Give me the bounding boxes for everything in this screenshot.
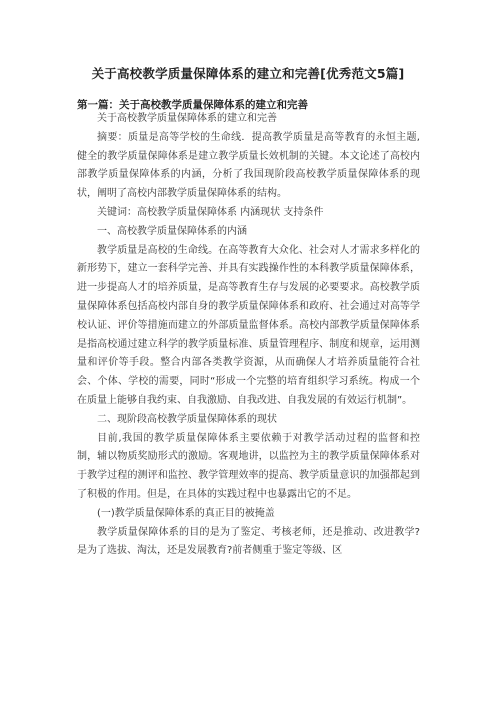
document-body (77, 110, 420, 561)
subtitle-paragraph: 关于高校教学质量保障体系的建立和完善 (97, 113, 277, 124)
heading-1: 一、高校教学质量保障体系的内涵 (97, 225, 247, 237)
document-title: 关于高校教学质量保障体系的建立和完善[优秀范文5篇] (91, 66, 405, 81)
abstract-paragraph: 摘要：质量是高等学校的生命线．提高教学质量是高等教育的永恒主题,健全的教学质量保障体系是建立教学质量长效机制的关键。本文论述了高校内部教学质量保障体系的内涵，分析了我国现阶段高校教学质量保障体系的现状，阐明了高校内部教学质量保障体系的结构。 (77, 131, 420, 200)
body-paragraph: 教学质量保障体系的目的是为了鉴定、考核老师，还是推动、改进教学?是为了选拔、淘汰，还是发展教育?前者侧重于鉴定等级、区 (77, 526, 420, 557)
body-paragraph: 目前,我国的教学质量保障体系主要依赖于对教学活动过程的监督和控制，辅以物质奖励形式的激励。客观地讲，以监控为主的教学质量保障体系对于教学过程的测评和监控、教学管理效率的提高、教学质量意识的加强都起到了积极的作用。但是，在具体的实践过程中也暴露出它的不足。 (77, 432, 420, 500)
section-title: 第一篇：关于高校教学质量保障体系的建立和完善 (77, 99, 308, 111)
keywords-paragraph: 关键词：高校教学质量保障体系 内涵现状 支持条件 (97, 206, 324, 218)
heading-2: 二、现阶段高校教学质量保障体系的现状 (97, 413, 277, 425)
subheading-1: (一)教学质量保障体系的真正目的被掩盖 (97, 507, 275, 519)
body-paragraph: 教学质量是高校的生命线。在高等教育大众化、社会对人才需求多样化的新形势下，建立一套科学完善、并具有实践操作性的本科教学质量保障体系，进一步提高人才的培养质量，是高等教育生存与发展的必要要求。高校教学质量保障体系包括高校内部自身的教学质量保障体系和政府、社会通过对高等学校认证、评价等措施而建立的外部质量监督体系。高校内部教学质量保障体系是指高校通过建立科学的教学质量标准、质量管理程序、制度和规章，运用测量和评价等手段。整合内部各类教学资源，从而确保人才培养质量能符合社会、个体、学校的需要，同时“形成一个完整的培育组织学习系统。构成一个在质量上能够自我约束、自我激励、自我改进、自我发展的有效运行机制”。 (77, 244, 420, 406)
